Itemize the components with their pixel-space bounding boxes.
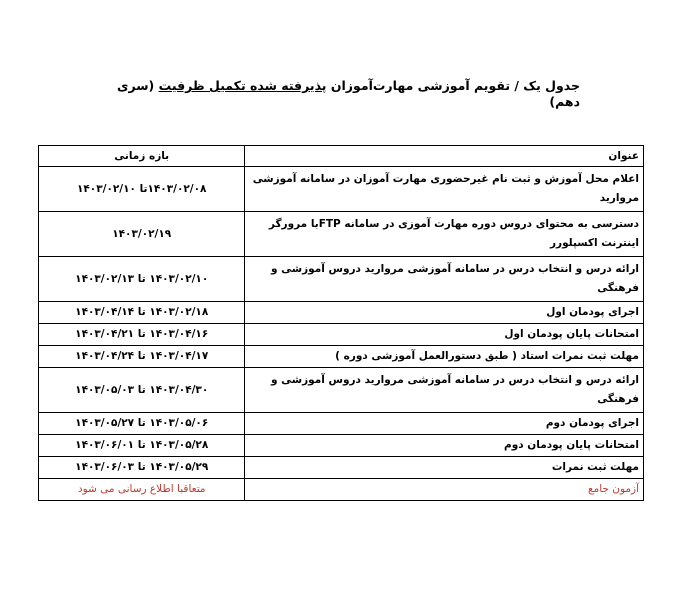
table-header-row (39, 146, 644, 167)
caption-main: تقویم آموزشی مهارت‌آموزان (326, 78, 515, 93)
row-range: ۱۴۰۳/۰۵/۲۹ تا ۱۴۰۳/۰۶/۰۳ (39, 457, 245, 479)
row-range: ۱۴۰۳/۰۴/۱۶ تا ۱۴۰۳/۰۴/۲۱ (39, 324, 245, 346)
row-range: ۱۴۰۳/۰۲/۰۸تا ۱۴۰۳/۰۲/۱۰ (39, 167, 245, 212)
table-row (39, 479, 644, 501)
table-row (39, 167, 644, 212)
row-title: ارائه درس و انتخاب درس در سامانه آموزشی مروارید دروس آموزشی و فرهنگی (245, 257, 644, 302)
row-range: ۱۴۰۳/۰۴/۳۰ تا ۱۴۰۳/۰۵/۰۳ (39, 368, 245, 413)
row-range: ۱۴۰۳/۰۲/۱۸ تا ۱۴۰۳/۰۴/۱۴ (39, 302, 245, 324)
row-range: ۱۴۰۳/۰۵/۲۸ تا ۱۴۰۳/۰۶/۰۱ (39, 435, 245, 457)
row-range: ۱۴۰۳/۰۲/۱۹ (39, 212, 245, 257)
table-row (39, 257, 644, 302)
row-title: ارائه درس و انتخاب درس در سامانه آموزشی مروارید دروس آموزشی و فرهنگی (245, 368, 644, 413)
row-range: ۱۴۰۳/۰۲/۱۰ تا ۱۴۰۳/۰۲/۱۳ (39, 257, 245, 302)
row-title: مهلت ثبت نمرات (245, 457, 644, 479)
row-title: مهلت ثبت نمرات استاد ( طبق دستورالعمل آموزشی دوره ) (245, 346, 644, 368)
table-row (39, 435, 644, 457)
row-title: امتحانات پایان پودمان اول (245, 324, 644, 346)
row-range: ۱۴۰۳/۰۵/۰۶ تا ۱۴۰۳/۰۵/۲۷ (39, 413, 245, 435)
row-title: امتحانات پایان پودمان دوم (245, 435, 644, 457)
table-row (39, 457, 644, 479)
table-row (39, 346, 644, 368)
table-caption (90, 78, 580, 110)
row-title: اجرای پودمان دوم (245, 413, 644, 435)
table-row (39, 212, 644, 257)
row-range: ۱۴۰۳/۰۴/۱۷ تا ۱۴۰۳/۰۴/۲۴ (39, 346, 245, 368)
caption-prefix: جدول یک / (514, 78, 580, 93)
caption-underlined: پذیرفته شده تکمیل ظرفیت (158, 78, 327, 93)
row-title: اعلام محل آموزش و ثبت نام غیرحضوری مهارت آموزان در سامانه آموزشی مروارید (245, 167, 644, 212)
table-row (39, 413, 644, 435)
row-title: اجرای پودمان اول (245, 302, 644, 324)
row-title: دسترسی به محتوای دروس دوره مهارت آموزی در سامانه FTPبا مرورگر اینترنت اکسپلورر (245, 212, 644, 257)
table-row (39, 302, 644, 324)
table-row (39, 324, 644, 346)
row-title: آزمون جامع (245, 479, 644, 501)
schedule-table (38, 145, 644, 501)
header-range: بازه زمانی (39, 146, 245, 167)
header-title: عنوان (245, 146, 644, 167)
table-row (39, 368, 644, 413)
caption-suffix: (سری دهم) (117, 78, 580, 109)
row-range: متعاقبا اطلاع رسانی می شود (39, 479, 245, 501)
